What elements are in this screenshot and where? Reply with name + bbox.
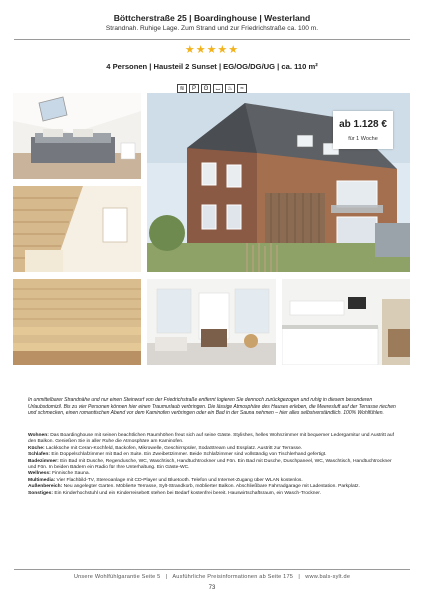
divider-top [14, 39, 410, 40]
price-period: für 1 Woche [348, 136, 378, 142]
detail-kueche: Küche: Lackküche mit Ceran-Kochfeld, Backofen, Mikrowelle, Geschirrspüler, SodaStream und Essplatz. Austritt zur Terrasse. [28, 445, 303, 451]
divider-bottom [14, 569, 410, 570]
property-summary: 4 Personen | Hausteil 2 Sunset | EG/OG/DG/UG | ca. 110 m² [106, 62, 318, 71]
hallway-photo [13, 186, 141, 272]
price-amount: ab 1.128 € [339, 119, 387, 130]
details-list [28, 433, 398, 497]
bicycle-icon: ʘ [201, 84, 211, 93]
page-number: 73 [208, 585, 216, 591]
bath-icon: ⌴ [213, 84, 223, 93]
price-badge [333, 111, 393, 149]
detail-schlafen: Schlafen: Ein Doppelschlafzimmer mit Bad en Suite. Ein Zweibettzimmer. Beide Schlafzimmer sind vollständig von Tischlerhand gefertigt. [28, 452, 327, 458]
detail-multimedia: Multimedia: Vier Flachbild-TV, Stereoanlage mit CD-Player und Bluetooth. Telefon und Internet-Zugang über WLAN kostenlos. [28, 477, 303, 483]
detail-sonstiges: Sonstiges: Ein Kinderhochstuhl und ein Kinderreisebett stehen bei Bedarf kostenfrei bereit. Hauswirtschaftsraum, ein Wasch-Trockner. [28, 490, 321, 496]
detail-wellness: Wellness: Finnische Sauna. [28, 471, 90, 477]
header-title: Böttcherstraße 25 | Boardinghouse | Westerland [113, 13, 311, 23]
parking-icon: P [189, 84, 199, 93]
intro-text: In unmittelbarer Strandnähe und nur einen Steinwurf von der Friedrichstraße entfernt logieren Sie dennoch zurückgezogen und ruhig in diesem besonderen Urlaubsdomizil. Bis zu vier Personen können hier einen Traumurlaub verbringen. Die lässige Atmosphäre des Hauses erleben, die Meeresluft auf der Terrasse riechen und schmecken, einen romantischen Abend vor dem Kaminofen verbringen oder ein Bad in der Sauna nehmen – hier alles selbstverständlich. 100% Wohlfühlen. [28, 397, 396, 416]
footer-text: Unsere Wohlfühlgarantie Seite 5 | Ausführliche Preisinformationen ab Seite 175 | www.bals-sylt.de [73, 574, 351, 580]
detail-wohnen: Wohnen: Das Boardinghouse mit seinen beachtlichen Raumhöhen freut sich auf seine Gäste. Stylishes, helles Wohnzimmer mit bequemer Ledergarnitur und Austritt auf den Balkon. Genießen Sie in aller Ruhe die Atmosphäre am Kaminofen. [28, 433, 394, 445]
detail-badezimmer: Badezimmer: Ein Bad mit Dusche, Regendusche, WC, Waschtisch, Handtuchtrockner und Fön. Ein Bad mit Dusche, Duschpaneel, WC, Waschtisch, Handtuchtrockner und Fön. In beiden Bädern ein Radio für Ihre Unterhaltung. Ein Gäste-WC. [28, 458, 392, 471]
sauna-icon: ≈ [237, 84, 247, 93]
sauna-photo [13, 279, 141, 365]
header-subtitle: Strandnah. Ruhige Lage. Zum Strand und zur Friedrichstraße ca. 100 m. [105, 25, 319, 32]
detail-aussenbereich: Außenbereich: Neu angelegter Garten. Möblierte Terrasse, Sylt-Strandkorb, möblierter Balkon. Abschließbare Fahrradgarage mit Ladestation. Parkplatz. [28, 484, 360, 490]
living-room-photo [147, 279, 276, 365]
kitchen-photo [282, 279, 410, 365]
bedroom-photo [13, 93, 141, 179]
star-rating: ★★★★★ [184, 44, 240, 56]
wifi-icon: ≋ [177, 84, 187, 93]
fireplace-icon: ♨ [225, 84, 235, 93]
